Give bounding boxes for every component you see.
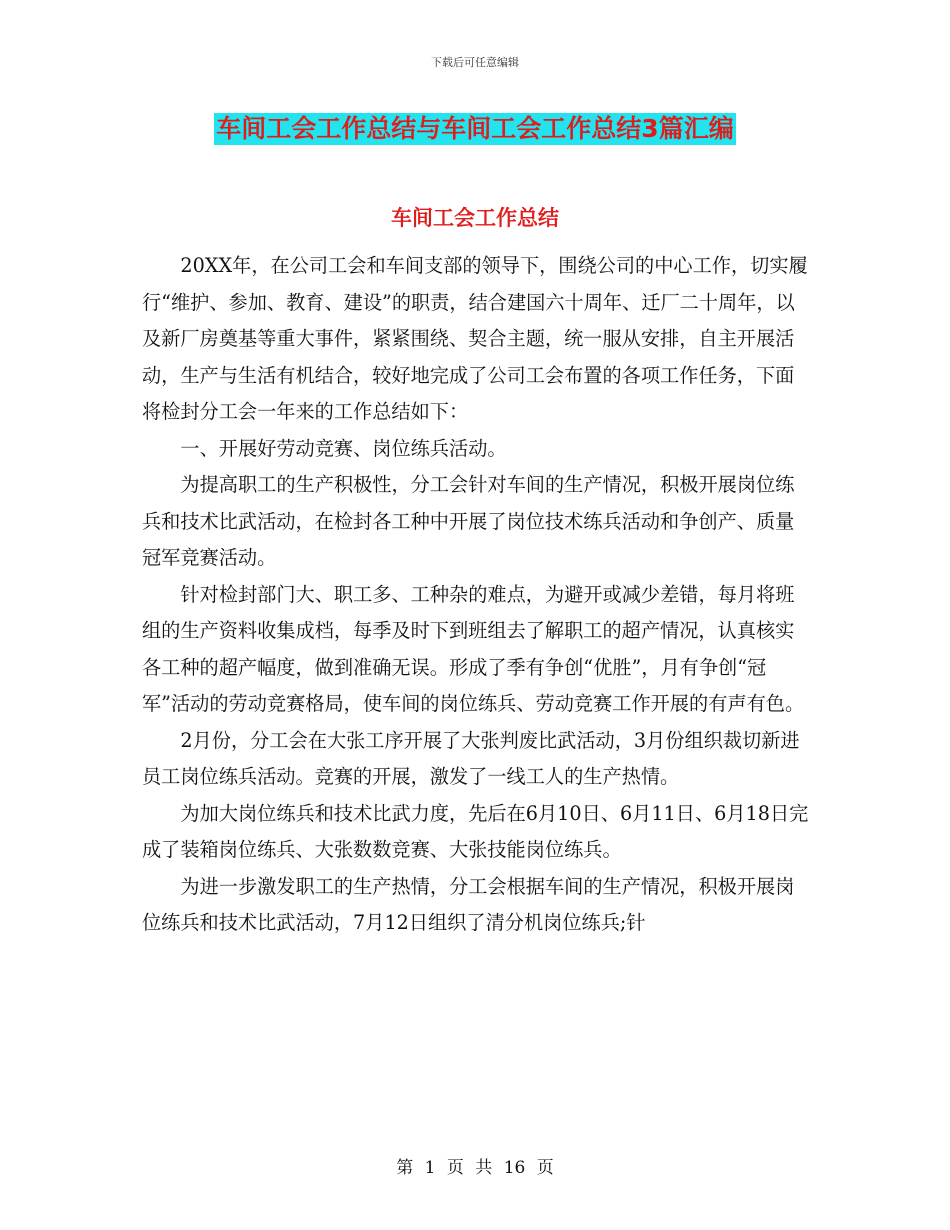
paragraph: 一、开展好劳动竞赛、岗位练兵活动。 <box>180 436 507 460</box>
page-footer: 第 1 页 共 16 页 <box>396 1158 554 1178</box>
section-title: 车间工会工作总结 <box>391 206 559 230</box>
header-note: 下载后可任意编辑 <box>431 56 519 69</box>
main-title-wrap <box>0 113 950 145</box>
paragraph: 针对检封部门大、职工多、工种杂的难点，为避开或减少差错，每月将班组的生产资料收集成档，每季及时下到班组去了解职工的超产情况，认真核实各工种的超产幅度，做到准确无误。形成了季有争创“优胜”，月有争创“冠军”活动的劳动竞赛格局，使车间的岗位练兵、劳动竞赛工作开展的有声有色。 <box>142 582 805 715</box>
paragraph: 20XX年，在公司工会和车间支部的领导下，围绕公司的中心工作，切实履行“维护、参加、教育、建设”的职责，结合建国六十周年、迁厂二十周年，以及新厂房奠基等重大事件，紧紧围绕、契合主题，统一服从安排，自主开展活动，生产与生活有机结合，较好地完成了公司工会布置的各项工作任务，下面将检封分工会一年来的工作总结如下： <box>142 254 808 423</box>
document-body <box>142 248 810 942</box>
paragraph: 为加大岗位练兵和技术比武力度，先后在6月10日、6月11日、6月18日完成了装箱岗位练兵、大张数数竞赛、大张技能岗位练兵。 <box>142 801 809 861</box>
paragraph: 为进一步激发职工的生产热情，分工会根据车间的生产情况，积极开展岗位练兵和技术比武活动，7月12日组织了清分机岗位练兵;针 <box>142 874 795 934</box>
paragraph: 为提高职工的生产积极性，分工会针对车间的生产情况，积极开展岗位练兵和技术比武活动，在检封各工种中开展了岗位技术练兵活动和争创产、质量冠军竞赛活动。 <box>142 473 795 569</box>
paragraph: 2月份，分工会在大张工序开展了大张判废比武活动，3月份组织裁切新进员工岗位练兵活动。竞赛的开展，激发了一线工人的生产热情。 <box>142 728 800 788</box>
document-title: 车间工会工作总结与车间工会工作总结3篇汇编 <box>216 114 734 143</box>
